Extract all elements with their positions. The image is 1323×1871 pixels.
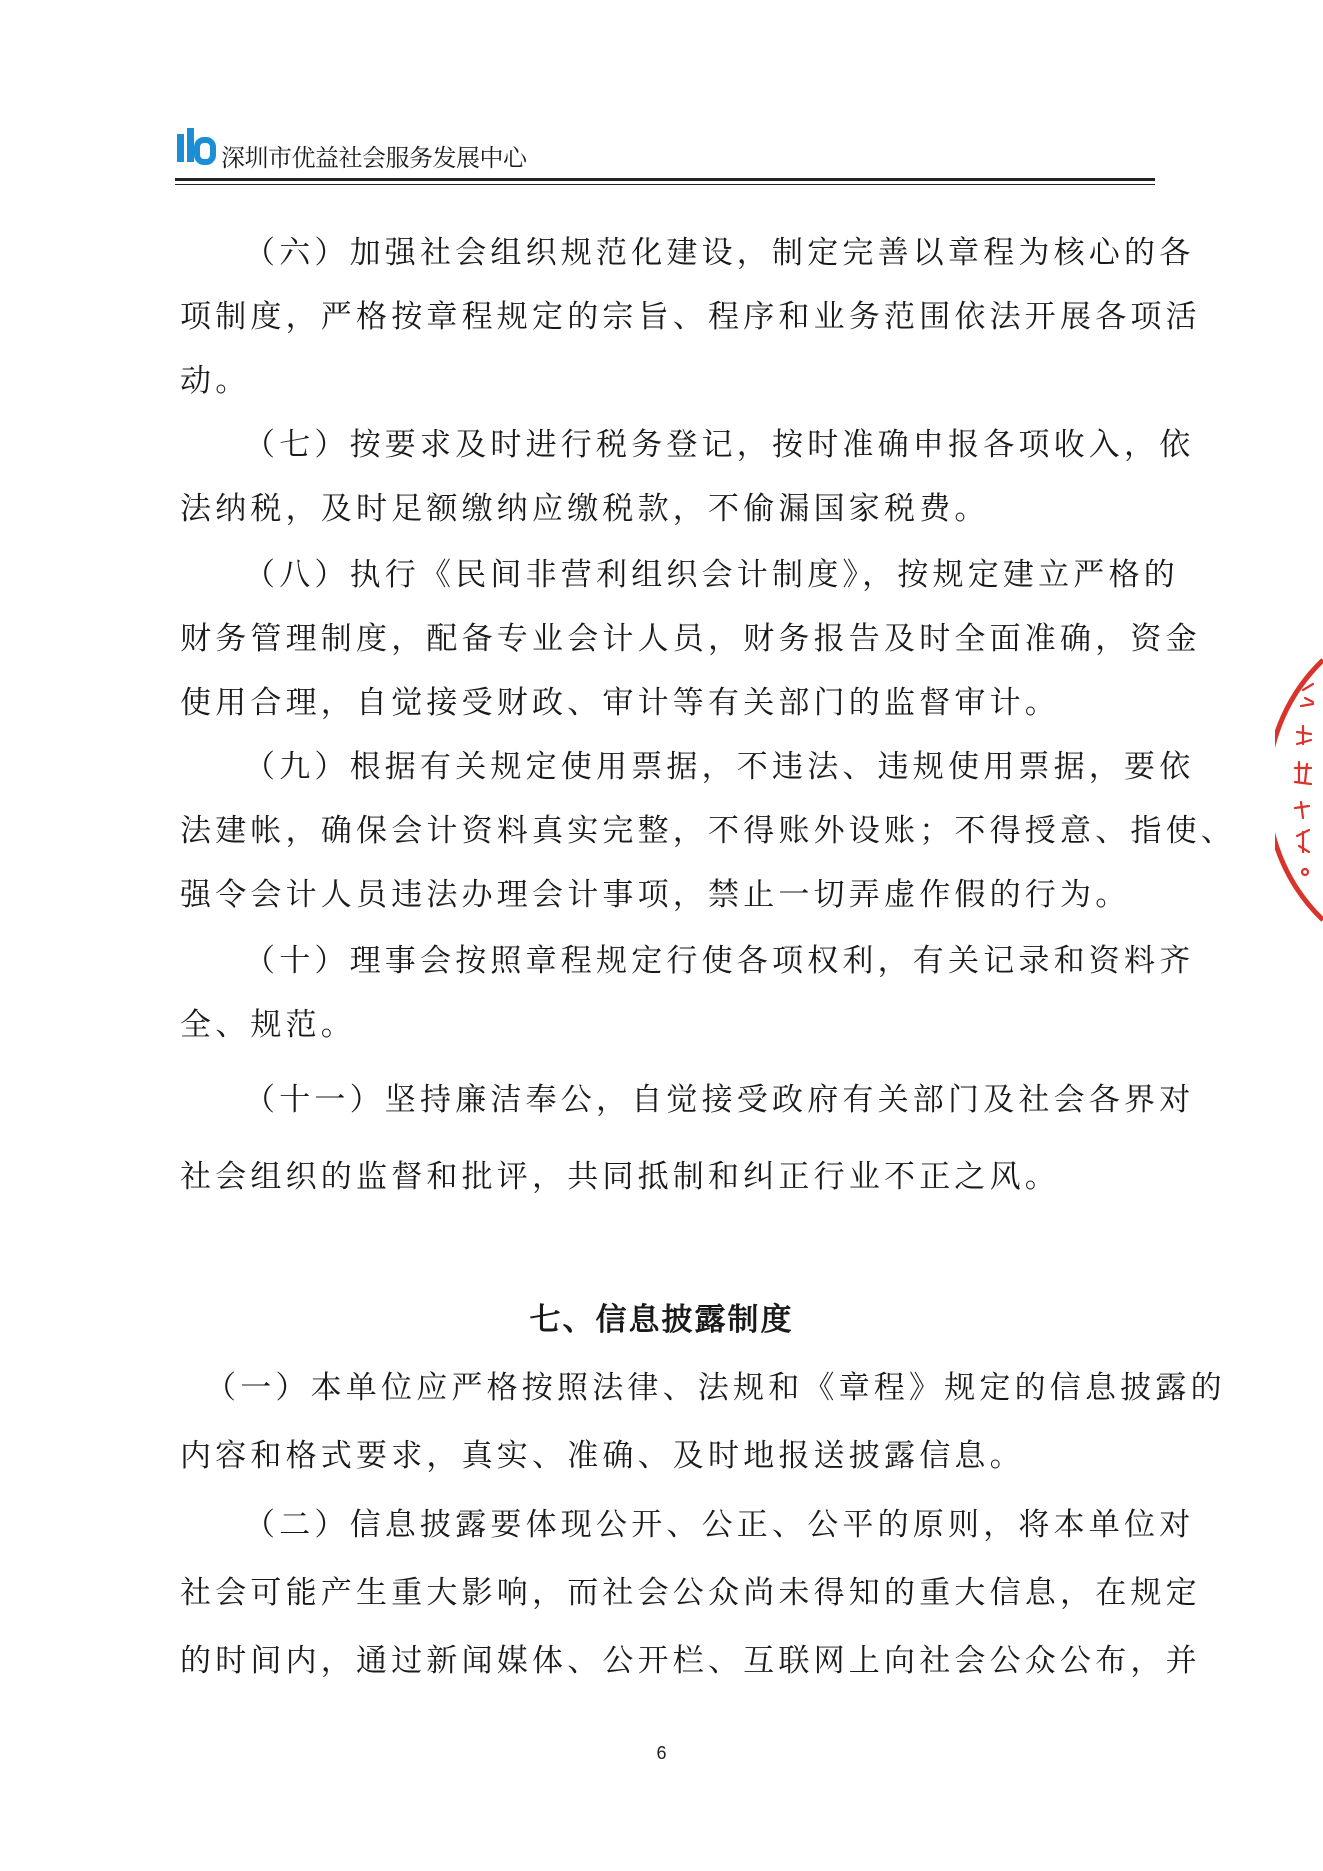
paragraph-9-line-2: 法建帐，确保会计资料真实完整，不得账外设账；不得授意、指使、 xyxy=(180,813,1236,849)
section7-paragraph-2-line-2: 社会可能产生重大影响，而社会公众尚未得知的重大信息，在规定 xyxy=(180,1575,1201,1611)
paragraph-11-line-1: （十一）坚持廉洁奉公，自觉接受政府有关部门及社会各界对 xyxy=(244,1082,1195,1118)
paragraph-7-line-1: （七）按要求及时进行税务登记，按时准确申报各项收入，依 xyxy=(244,427,1195,463)
page-header xyxy=(175,120,1155,190)
paragraph-8-line-2: 财务管理制度，配备专业会计人员，财务报告及时全面准确，资金 xyxy=(180,621,1201,657)
paragraph-8-line-1: （八）执行《民间非营利组织会计制度》，按规定建立严格的 xyxy=(244,557,1179,593)
section-heading: 七、信息披露制度 xyxy=(529,1302,794,1338)
page-number: 6 xyxy=(656,1743,667,1763)
header-rule-thick xyxy=(175,178,1155,181)
section7-paragraph-1-line-2: 内容和格式要求，真实、准确、及时地报送披露信息。 xyxy=(180,1438,1025,1474)
paragraph-6-line-2: 项制度，严格按章程规定的宗旨、程序和业务范围依法开展各项活 xyxy=(180,299,1201,335)
org-logo-icon xyxy=(175,126,217,166)
section7-paragraph-2-line-3: 的时间内，通过新闻媒体、公开栏、互联网上向社会公众公布，并 xyxy=(180,1643,1201,1679)
paragraph-6-line-3: 动。 xyxy=(180,363,251,399)
seal-stamp-icon xyxy=(1275,640,1323,940)
paragraph-8-line-3: 使用合理，自觉接受财政、审计等有关部门的监督审计。 xyxy=(180,685,1060,721)
section7-paragraph-1-line-1: （一）本单位应严格按照法律、法规和《章程》规定的信息披露的 xyxy=(205,1370,1226,1406)
paragraph-9-line-3: 强令会计人员违法办理会计事项，禁止一切弄虚作假的行为。 xyxy=(180,877,1131,913)
paragraph-9-line-1: （九）根据有关规定使用票据，不违法、违规使用票据，要依 xyxy=(244,749,1195,785)
header-rule-thin xyxy=(175,184,1155,185)
paragraph-10-line-1: （十）理事会按照章程规定行使各项权利，有关记录和资料齐 xyxy=(244,943,1195,979)
org-name: 深圳市优益社会服务发展中心 xyxy=(221,144,527,172)
paragraph-7-line-2: 法纳税，及时足额缴纳应缴税款，不偷漏国家税费。 xyxy=(180,491,990,527)
section7-paragraph-2-line-1: （二）信息披露要体现公开、公正、公平的原则，将本单位对 xyxy=(244,1507,1195,1543)
paragraph-6-line-1: （六）加强社会组织规范化建设，制定完善以章程为核心的各 xyxy=(244,235,1195,271)
paragraph-11-line-2: 社会组织的监督和批评，共同抵制和纠正行业不正之风。 xyxy=(180,1159,1060,1195)
paragraph-10-line-2: 全、规范。 xyxy=(180,1007,356,1043)
